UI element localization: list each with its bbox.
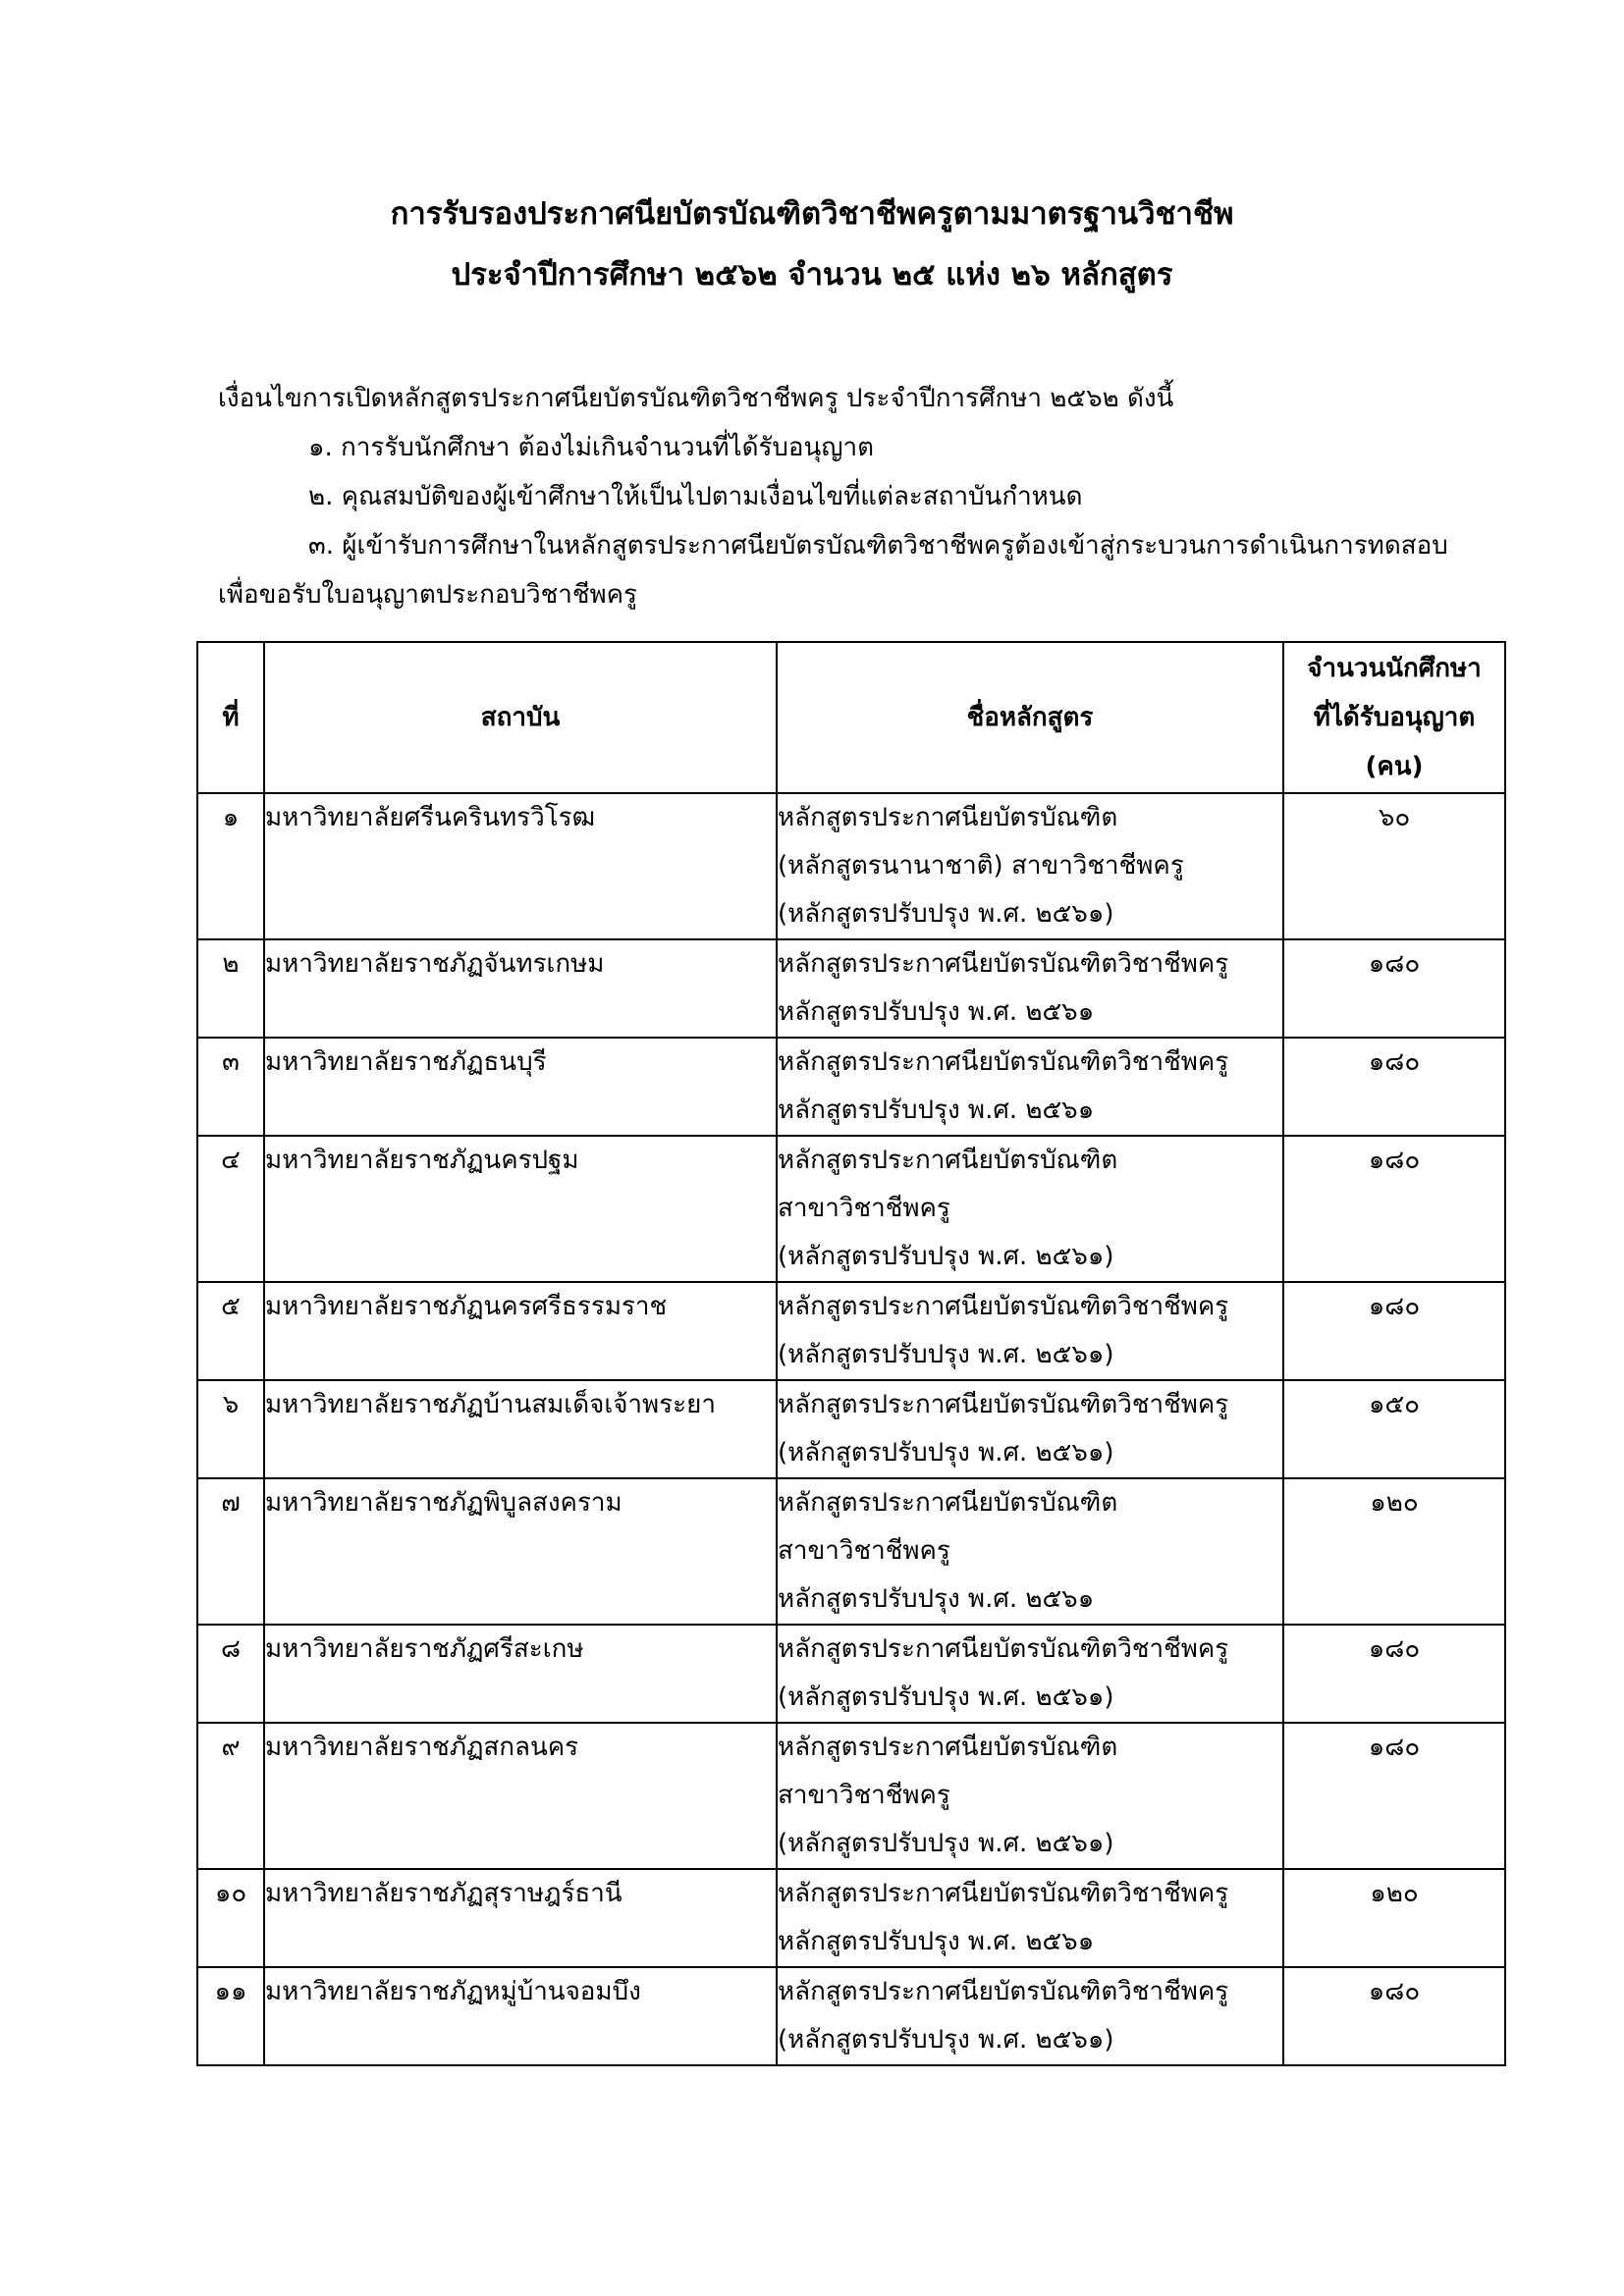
table-row bbox=[197, 939, 1505, 1038]
course-line: (หลักสูตรปรับปรุง พ.ศ. ๒๕๖๑) bbox=[778, 1682, 1114, 1712]
header-no: ที่ bbox=[197, 642, 264, 793]
condition-item: ๒. คุณสมบัติของผู้เข้าศึกษาให้เป็นไปตามเงื่อนไขที่แต่ละสถาบันกำหนด bbox=[308, 482, 1083, 511]
course-line: (หลักสูตรปรับปรุง พ.ศ. ๒๕๖๑) bbox=[778, 1829, 1114, 1858]
course-line: หลักสูตรปรับปรุง พ.ศ. ๒๕๖๑ bbox=[778, 1095, 1095, 1125]
institution-cell: มหาวิทยาลัยราชภัฏสกลนคร bbox=[264, 1723, 777, 1869]
course-cell bbox=[777, 1136, 1283, 1282]
header-institution: สถาบัน bbox=[264, 642, 777, 793]
institution-cell: มหาวิทยาลัยราชภัฏศรีสะเกษ bbox=[264, 1625, 777, 1723]
institution-cell: มหาวิทยาลัยราชภัฏพิบูลสงคราม bbox=[264, 1478, 777, 1625]
course-line: หลักสูตรประกาศนียบัตรบัณฑิตวิชาชีพครู bbox=[778, 1047, 1229, 1077]
header-capacity-line: จำนวนนักศึกษา bbox=[1307, 654, 1482, 683]
institution-cell: มหาวิทยาลัยราชภัฏสุราษฎร์ธานี bbox=[264, 1869, 777, 1967]
course-line: หลักสูตรประกาศนียบัตรบัณฑิต bbox=[778, 1488, 1118, 1518]
table-row bbox=[197, 1478, 1505, 1625]
course-line: หลักสูตรประกาศนียบัตรบัณฑิตวิชาชีพครู bbox=[778, 1390, 1229, 1419]
course-line: (หลักสูตรปรับปรุง พ.ศ. ๒๕๖๑) bbox=[778, 1340, 1114, 1369]
capacity-cell: ๑๘๐ bbox=[1283, 1625, 1505, 1723]
header-course: ชื่อหลักสูตร bbox=[777, 642, 1283, 793]
institution-cell: มหาวิทยาลัยราชภัฏนครปฐม bbox=[264, 1136, 777, 1282]
capacity-cell: ๑๘๐ bbox=[1283, 1136, 1505, 1282]
header-capacity-line: ที่ได้รับอนุญาต bbox=[1313, 703, 1476, 732]
course-line: สาขาวิชาชีพครู bbox=[778, 1536, 950, 1566]
row-number: ๖ bbox=[197, 1380, 264, 1478]
header-capacity bbox=[1283, 642, 1505, 793]
capacity-cell: ๑๘๐ bbox=[1283, 1038, 1505, 1136]
course-cell bbox=[777, 1038, 1283, 1136]
row-number: ๒ bbox=[197, 939, 264, 1038]
table-body bbox=[197, 793, 1505, 2065]
table-row bbox=[197, 1282, 1505, 1380]
course-cell bbox=[777, 1723, 1283, 1869]
row-number: ๔ bbox=[197, 1136, 264, 1282]
row-number: ๕ bbox=[197, 1282, 264, 1380]
course-line: หลักสูตรประกาศนียบัตรบัณฑิตวิชาชีพครู bbox=[778, 1879, 1229, 1908]
accreditation-table bbox=[196, 641, 1506, 2066]
table-row bbox=[197, 793, 1505, 939]
condition-item: ๑. การรับนักศึกษา ต้องไม่เกินจำนวนที่ได้รับอนุญาต bbox=[308, 433, 874, 462]
course-cell bbox=[777, 1869, 1283, 1967]
course-line: สาขาวิชาชีพครู bbox=[778, 1194, 950, 1223]
capacity-cell: ๑๘๐ bbox=[1283, 1282, 1505, 1380]
course-line: หลักสูตรปรับปรุง พ.ศ. ๒๕๖๑ bbox=[778, 1927, 1095, 1956]
course-line: (หลักสูตรปรับปรุง พ.ศ. ๒๕๖๑) bbox=[778, 899, 1114, 929]
course-cell bbox=[777, 1282, 1283, 1380]
row-number: ๘ bbox=[197, 1625, 264, 1723]
page-title: การรับรองประกาศนียบัตรบัณฑิตวิชาชีพครูตามมาตรฐานวิชาชีพ bbox=[390, 196, 1234, 232]
course-line: (หลักสูตรปรับปรุง พ.ศ. ๒๕๖๑) bbox=[778, 1438, 1114, 1468]
row-number: ๓ bbox=[197, 1038, 264, 1136]
course-line: สาขาวิชาชีพครู bbox=[778, 1781, 950, 1810]
capacity-cell: ๑๘๐ bbox=[1283, 1967, 1505, 2065]
capacity-cell: ๖๐ bbox=[1283, 793, 1505, 939]
capacity-cell: ๑๘๐ bbox=[1283, 939, 1505, 1038]
institution-cell: มหาวิทยาลัยราชภัฏบ้านสมเด็จเจ้าพระยา bbox=[264, 1380, 777, 1478]
institution-cell: มหาวิทยาลัยราชภัฏจันทรเกษม bbox=[264, 939, 777, 1038]
conditions-section bbox=[218, 374, 1494, 619]
course-line: หลักสูตรประกาศนียบัตรบัณฑิตวิชาชีพครู bbox=[778, 949, 1229, 979]
course-cell bbox=[777, 1380, 1283, 1478]
table-row bbox=[197, 1869, 1505, 1967]
institution-cell: มหาวิทยาลัยราชภัฏหมู่บ้านจอมบึง bbox=[264, 1967, 777, 2065]
conditions-heading: เงื่อนไขการเปิดหลักสูตรประกาศนียบัตรบัณฑิตวิชาชีพครู ประจำปีการศึกษา ๒๕๖๒ ดังนี้ bbox=[218, 384, 1174, 413]
course-line: หลักสูตรประกาศนียบัตรบัณฑิต bbox=[778, 1733, 1118, 1762]
row-number: ๑๑ bbox=[197, 1967, 264, 2065]
institution-cell: มหาวิทยาลัยราชภัฏธนบุรี bbox=[264, 1038, 777, 1136]
course-cell bbox=[777, 1478, 1283, 1625]
course-cell bbox=[777, 1967, 1283, 2065]
capacity-cell: ๑๘๐ bbox=[1283, 1723, 1505, 1869]
table-row bbox=[197, 1723, 1505, 1869]
course-cell bbox=[777, 793, 1283, 939]
page-subtitle: ประจำปีการศึกษา ๒๕๖๒ จำนวน ๒๕ แห่ง ๒๖ หลักสูตร bbox=[451, 257, 1173, 293]
table-header-row bbox=[197, 642, 1505, 793]
course-line: (หลักสูตรปรับปรุง พ.ศ. ๒๕๖๑) bbox=[778, 2025, 1114, 2055]
row-number: ๑ bbox=[197, 793, 264, 939]
header-capacity-line: (คน) bbox=[1365, 752, 1424, 781]
row-number: ๙ bbox=[197, 1723, 264, 1869]
course-line: หลักสูตรประกาศนียบัตรบัณฑิต bbox=[778, 803, 1118, 832]
condition-continuation: เพื่อขอรับใบอนุญาตประกอบวิชาชีพครู bbox=[218, 580, 638, 610]
row-number: ๗ bbox=[197, 1478, 264, 1625]
course-line: (หลักสูตรปรับปรุง พ.ศ. ๒๕๖๑) bbox=[778, 1242, 1114, 1271]
table-row bbox=[197, 1380, 1505, 1478]
capacity-cell: ๑๕๐ bbox=[1283, 1380, 1505, 1478]
course-line: (หลักสูตรนานาชาติ) สาขาวิชาชีพครู bbox=[778, 851, 1184, 881]
capacity-cell: ๑๒๐ bbox=[1283, 1478, 1505, 1625]
table-row bbox=[197, 1625, 1505, 1723]
table-row bbox=[197, 1136, 1505, 1282]
course-line: หลักสูตรประกาศนียบัตรบัณฑิตวิชาชีพครู bbox=[778, 1977, 1229, 2006]
course-cell bbox=[777, 1625, 1283, 1723]
course-line: หลักสูตรปรับปรุง พ.ศ. ๒๕๖๑ bbox=[778, 997, 1095, 1027]
course-line: หลักสูตรประกาศนียบัตรบัณฑิต bbox=[778, 1146, 1118, 1175]
course-cell bbox=[777, 939, 1283, 1038]
institution-cell: มหาวิทยาลัยราชภัฏนครศรีธรรมราช bbox=[264, 1282, 777, 1380]
row-number: ๑๐ bbox=[197, 1869, 264, 1967]
course-line: หลักสูตรประกาศนียบัตรบัณฑิตวิชาชีพครู bbox=[778, 1634, 1229, 1664]
condition-item: ๓. ผู้เข้ารับการศึกษาในหลักสูตรประกาศนียบัตรบัณฑิตวิชาชีพครูต้องเข้าสู่กระบวนการดำเนินการทดสอบ bbox=[308, 531, 1448, 561]
table-row bbox=[197, 1038, 1505, 1136]
table-row bbox=[197, 1967, 1505, 2065]
capacity-cell: ๑๒๐ bbox=[1283, 1869, 1505, 1967]
course-line: หลักสูตรประกาศนียบัตรบัณฑิตวิชาชีพครู bbox=[778, 1292, 1229, 1321]
course-line: หลักสูตรปรับปรุง พ.ศ. ๒๕๖๑ bbox=[778, 1584, 1095, 1614]
institution-cell: มหาวิทยาลัยศรีนครินทรวิโรฒ bbox=[264, 793, 777, 939]
